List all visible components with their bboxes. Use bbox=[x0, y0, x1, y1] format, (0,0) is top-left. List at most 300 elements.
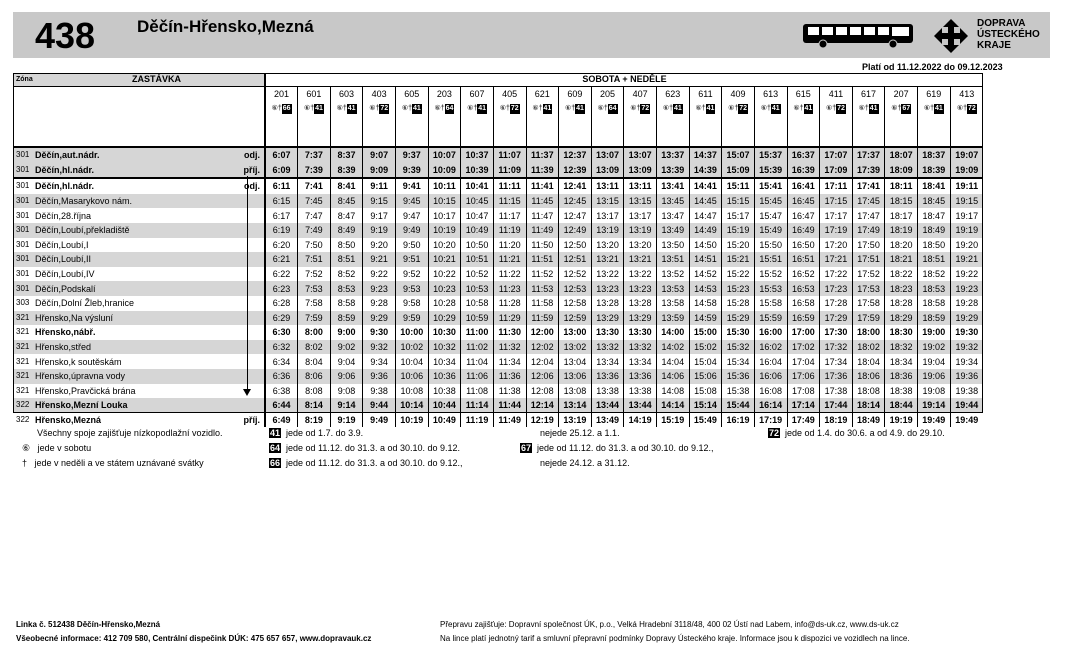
departure-time: 10:30 bbox=[428, 325, 461, 340]
departure-time: 8:08 bbox=[298, 384, 331, 399]
stop-name: Děčín,Loubí,I bbox=[35, 239, 89, 250]
departure-time: 11:36 bbox=[493, 369, 526, 384]
departure-time: 7:59 bbox=[298, 311, 331, 326]
departure-time: 17:49 bbox=[787, 413, 820, 428]
departure-time: 8:41 bbox=[330, 178, 363, 194]
departure-time: 13:29 bbox=[591, 311, 624, 326]
header-bar bbox=[13, 12, 1050, 58]
departure-time: 16:04 bbox=[754, 354, 787, 369]
departure-time: 15:39 bbox=[754, 163, 787, 179]
departure-time: 18:49 bbox=[852, 413, 885, 428]
departure-time: 7:47 bbox=[298, 208, 331, 223]
departure-time: 19:17 bbox=[950, 208, 983, 223]
departure-time: 14:37 bbox=[689, 147, 722, 163]
departure-time: 9:50 bbox=[396, 238, 429, 253]
zone-header: Zóna bbox=[13, 73, 35, 87]
code-badge: 41 bbox=[413, 105, 421, 112]
departure-time: 19:28 bbox=[950, 296, 983, 311]
departure-time: 13:44 bbox=[591, 398, 624, 413]
departure-time: 13:45 bbox=[657, 194, 690, 209]
departure-time: 13:50 bbox=[657, 238, 690, 253]
departure-time: 15:53 bbox=[754, 281, 787, 296]
departure-time: 13:08 bbox=[559, 384, 592, 399]
departure-time: 13:53 bbox=[657, 281, 690, 296]
trip-number: 411 bbox=[820, 87, 853, 102]
stop-zone: 322 bbox=[16, 414, 30, 424]
departure-time: 18:29 bbox=[885, 311, 918, 326]
departure-time: 10:15 bbox=[428, 194, 461, 209]
day-symbol: ⑥† bbox=[662, 105, 673, 112]
departure-time: 15:19 bbox=[657, 413, 690, 428]
departure-time: 13:15 bbox=[591, 194, 624, 209]
departure-time: 11:20 bbox=[493, 238, 526, 253]
departure-time: 9:06 bbox=[330, 369, 363, 384]
brand-text: DOPRAVA ÚSTECKÉHO KRAJE bbox=[977, 18, 1040, 51]
departure-time: 13:28 bbox=[624, 296, 657, 311]
departure-time: 18:06 bbox=[852, 369, 885, 384]
departure-time: 18:28 bbox=[885, 296, 918, 311]
departure-time: 17:36 bbox=[820, 369, 853, 384]
departure-time: 9:58 bbox=[396, 296, 429, 311]
code-badge: 41 bbox=[771, 105, 780, 112]
departure-time: 11:11 bbox=[493, 178, 526, 194]
departure-time: 15:51 bbox=[754, 252, 787, 267]
departure-time: 18:32 bbox=[885, 340, 918, 355]
departure-time: 13:47 bbox=[657, 208, 690, 223]
departure-time: 10:41 bbox=[461, 178, 494, 194]
departure-time: 16:02 bbox=[754, 340, 787, 355]
route-name: Děčín-Hřensko,Mezná bbox=[137, 17, 314, 36]
departure-time: 12:19 bbox=[526, 413, 559, 428]
departure-time: 16:50 bbox=[787, 238, 820, 253]
departure-time: 13:32 bbox=[624, 340, 657, 355]
departure-time: 10:17 bbox=[428, 208, 461, 223]
departure-time: 18:15 bbox=[885, 194, 918, 209]
departure-time: 15:34 bbox=[722, 354, 755, 369]
departure-time: 19:30 bbox=[950, 325, 983, 340]
departure-time: 19:32 bbox=[950, 340, 983, 355]
departure-time: 13:09 bbox=[624, 163, 657, 179]
departure-time: 17:29 bbox=[820, 311, 853, 326]
departure-time: 13:15 bbox=[624, 194, 657, 209]
departure-time: 13:11 bbox=[624, 178, 657, 194]
footer-operator: Přepravu zajišťuje: Dopravní společnost ÚK, p.o., Velká Hradební 3118/48, 400 02 Ústí nad Labem, info@ds-uk.cz, www.ds-uk.cz bbox=[440, 620, 899, 629]
departure-time: 11:04 bbox=[461, 354, 494, 369]
stop-name: Děčín,28.října bbox=[35, 210, 92, 221]
departure-time: 15:50 bbox=[754, 238, 787, 253]
trip-number: 617 bbox=[852, 87, 885, 102]
departure-time: 13:29 bbox=[624, 311, 657, 326]
departure-time: 14:50 bbox=[689, 238, 722, 253]
departure-time: 6:21 bbox=[265, 252, 298, 267]
departure-time: 19:22 bbox=[950, 267, 983, 282]
code-badge: 41 bbox=[674, 105, 682, 112]
departure-time: 17:41 bbox=[852, 178, 885, 194]
stop-name: Děčín,hl.nádr. bbox=[35, 178, 230, 194]
trip-code bbox=[298, 101, 331, 116]
day-symbol: ⑥† bbox=[564, 105, 576, 112]
departure-time: 9:36 bbox=[363, 369, 396, 384]
departure-time: 15:04 bbox=[689, 354, 722, 369]
departure-time: 17:19 bbox=[754, 413, 787, 428]
footer-general-info: Všeobecné informace: 412 709 580, Centrální dispečink DÚK: 475 657 657, www.dopravauk.cz bbox=[16, 634, 372, 643]
departure-time: 13:34 bbox=[591, 354, 624, 369]
departure-time: 13:58 bbox=[657, 296, 690, 311]
stop-mark bbox=[230, 398, 265, 413]
departure-time: 12:00 bbox=[526, 325, 559, 340]
day-symbol: ⑥† bbox=[956, 105, 967, 112]
departure-time: 11:09 bbox=[493, 163, 526, 179]
departure-time: 13:30 bbox=[624, 325, 657, 340]
departure-time: 13:49 bbox=[657, 223, 690, 238]
stop-zone: 301 bbox=[13, 281, 35, 296]
table-row bbox=[13, 354, 983, 369]
trip-number: 203 bbox=[428, 87, 461, 102]
departure-time: 13:19 bbox=[591, 223, 624, 238]
stop-name: Hřensko,střed bbox=[35, 340, 230, 355]
departure-time: 10:23 bbox=[428, 281, 461, 296]
departure-time: 15:32 bbox=[722, 340, 755, 355]
stop-mark: příj. bbox=[243, 414, 260, 425]
departure-time: 18:23 bbox=[885, 281, 918, 296]
code-badge: 41 bbox=[869, 105, 878, 112]
departure-time: 11:44 bbox=[493, 398, 526, 413]
departure-time: 11:34 bbox=[493, 354, 526, 369]
stop-zone: 301 bbox=[16, 239, 30, 249]
departure-time: 14:08 bbox=[657, 384, 690, 399]
stop-mark: odj. bbox=[230, 147, 265, 163]
departure-time: 13:36 bbox=[591, 369, 624, 384]
departure-time: 18:59 bbox=[918, 311, 951, 326]
departure-time: 11:49 bbox=[493, 413, 526, 428]
departure-time: 11:06 bbox=[461, 369, 494, 384]
departure-time: 18:00 bbox=[852, 325, 885, 340]
departure-time: 9:45 bbox=[396, 194, 429, 209]
stop-zone: 301 bbox=[16, 210, 30, 220]
code-badge: 41 bbox=[315, 105, 323, 112]
departure-time: 17:22 bbox=[820, 267, 853, 282]
departure-time: 12:53 bbox=[559, 281, 592, 296]
day-symbol: ⑥† bbox=[467, 105, 478, 112]
departure-time: 11:58 bbox=[526, 296, 559, 311]
trip-number: 405 bbox=[493, 87, 526, 102]
departure-time: 10:21 bbox=[428, 252, 461, 267]
stop-name: Hřensko,Pravčická brána bbox=[35, 385, 136, 396]
departure-time: 16:58 bbox=[787, 296, 820, 311]
trip-number: 607 bbox=[461, 87, 494, 102]
departure-time: 15:44 bbox=[722, 398, 755, 413]
code-badge: 72 bbox=[837, 105, 845, 112]
departure-time: 8:04 bbox=[298, 354, 331, 369]
stop-name: Hřensko,k soutěskám bbox=[35, 356, 122, 367]
day-symbol: ⑥† bbox=[532, 105, 543, 112]
trip-number: 205 bbox=[591, 87, 624, 102]
note-code-67: 67 jede od 11.12. do 31.3. a od 30.10. do 9.12., bbox=[521, 443, 714, 453]
departure-time: 16:08 bbox=[754, 384, 787, 399]
day-symbol: ⑥† bbox=[271, 105, 282, 112]
departure-time: 11:15 bbox=[493, 194, 526, 209]
departure-time: 13:36 bbox=[624, 369, 657, 384]
departure-time: 10:32 bbox=[428, 340, 461, 355]
departure-time: 17:20 bbox=[820, 238, 853, 253]
stop-name: Hřensko,Na výsluní bbox=[35, 311, 230, 326]
day-symbol: ⑥† bbox=[760, 105, 771, 112]
departure-time: 17:58 bbox=[852, 296, 885, 311]
departure-time: 17:38 bbox=[820, 384, 853, 399]
stop-zone: 301 bbox=[16, 269, 30, 279]
departure-time: 18:37 bbox=[918, 147, 951, 163]
departure-time: 16:39 bbox=[787, 163, 820, 179]
trip-code bbox=[885, 101, 918, 116]
departure-time: 10:36 bbox=[428, 369, 461, 384]
table-row bbox=[13, 178, 983, 194]
departure-time: 15:36 bbox=[722, 369, 755, 384]
departure-time: 19:06 bbox=[918, 369, 951, 384]
departure-time: 12:45 bbox=[559, 194, 592, 209]
period-header: SOBOTA + NEDĚLE bbox=[265, 73, 983, 87]
departure-time: 19:15 bbox=[950, 194, 983, 209]
code-badge: 41 bbox=[706, 105, 715, 112]
trip-code bbox=[363, 101, 396, 116]
departure-time: 8:50 bbox=[330, 238, 363, 253]
departure-time: 14:58 bbox=[689, 296, 722, 311]
departure-time: 18:38 bbox=[885, 384, 918, 399]
departure-time: 10:38 bbox=[428, 384, 461, 399]
stop-name: Děčín,Masarykovo nám. bbox=[35, 194, 230, 209]
departure-time: 11:53 bbox=[526, 281, 559, 296]
departure-time: 15:29 bbox=[722, 311, 755, 326]
departure-time: 6:09 bbox=[265, 163, 298, 179]
departure-time: 19:07 bbox=[950, 147, 983, 163]
departure-time: 10:08 bbox=[396, 384, 429, 399]
departure-time: 19:36 bbox=[950, 369, 983, 384]
trip-code bbox=[918, 101, 951, 116]
day-symbol: ⑥† bbox=[825, 105, 837, 112]
departure-time: 18:22 bbox=[885, 267, 918, 282]
departure-time: 13:37 bbox=[657, 147, 690, 163]
departure-time: 18:50 bbox=[918, 238, 951, 253]
table-row bbox=[13, 163, 983, 179]
trip-number: 403 bbox=[363, 87, 396, 102]
table-row bbox=[13, 267, 983, 282]
departure-time: 15:47 bbox=[754, 208, 787, 223]
stop-mark: odj. bbox=[230, 178, 265, 194]
stop-zone: 301 bbox=[13, 178, 35, 194]
table-row bbox=[13, 238, 983, 253]
departure-time: 18:45 bbox=[918, 194, 951, 209]
departure-time: 17:17 bbox=[820, 208, 853, 223]
departure-time: 15:49 bbox=[689, 413, 722, 428]
departure-time: 13:19 bbox=[559, 413, 592, 428]
departure-time: 6:49 bbox=[265, 413, 298, 428]
departure-time: 14:06 bbox=[657, 369, 690, 384]
footer-line-info: Linka č. 512438 Děčín-Hřensko,Mezná bbox=[16, 620, 161, 629]
departure-time: 18:02 bbox=[852, 340, 885, 355]
departure-time: 10:50 bbox=[461, 238, 494, 253]
trip-code bbox=[493, 101, 526, 116]
departure-time: 13:52 bbox=[657, 267, 690, 282]
departure-time: 8:00 bbox=[298, 325, 331, 340]
departure-time: 13:39 bbox=[657, 163, 690, 179]
departure-time: 18:49 bbox=[918, 223, 951, 238]
departure-time: 10:22 bbox=[428, 267, 461, 282]
departure-time: 8:52 bbox=[330, 267, 363, 282]
departure-time: 10:09 bbox=[428, 163, 461, 179]
departure-time: 9:00 bbox=[330, 325, 363, 340]
table-row bbox=[13, 340, 983, 355]
departure-time: 12:52 bbox=[559, 267, 592, 282]
stop-name: Děčín,Loubí,IV bbox=[35, 269, 95, 280]
departure-time: 18:19 bbox=[820, 413, 853, 428]
departure-time: 6:36 bbox=[265, 369, 298, 384]
trip-code bbox=[950, 101, 983, 116]
departure-time: 10:29 bbox=[428, 311, 461, 326]
trip-code bbox=[526, 101, 559, 116]
departure-time: 8:47 bbox=[330, 208, 363, 223]
trip-code bbox=[265, 101, 298, 116]
departure-time: 10:19 bbox=[428, 223, 461, 238]
day-symbol: ⑥† bbox=[336, 105, 347, 112]
code-badge: 67 bbox=[902, 105, 911, 112]
departure-time: 13:09 bbox=[591, 163, 624, 179]
departure-time: 17:45 bbox=[852, 194, 885, 209]
departure-time: 17:06 bbox=[787, 369, 820, 384]
departure-time: 16:45 bbox=[787, 194, 820, 209]
departure-time: 12:47 bbox=[559, 208, 592, 223]
departure-time: 15:49 bbox=[754, 223, 787, 238]
trip-code bbox=[852, 101, 885, 116]
departure-time: 19:00 bbox=[918, 325, 951, 340]
departure-time: 19:49 bbox=[918, 413, 951, 428]
departure-time: 19:20 bbox=[950, 238, 983, 253]
departure-time: 11:49 bbox=[526, 223, 559, 238]
day-symbol: ⑥† bbox=[793, 105, 804, 112]
trip-number: 609 bbox=[559, 87, 592, 102]
departure-time: 14:02 bbox=[657, 340, 690, 355]
note-code-72: 72 jede od 1.4. do 30.6. a od 4.9. do 29.10. bbox=[769, 428, 945, 438]
departure-time: 19:29 bbox=[950, 311, 983, 326]
stop-name: Děčín,Podskalí bbox=[35, 281, 230, 296]
departure-time: 10:11 bbox=[428, 178, 461, 194]
departure-time: 8:39 bbox=[330, 163, 363, 179]
departure-time: 13:22 bbox=[624, 267, 657, 282]
stop-zone: 301 bbox=[13, 194, 35, 209]
departure-time: 17:15 bbox=[820, 194, 853, 209]
trip-number: 611 bbox=[689, 87, 722, 102]
trip-number: 407 bbox=[624, 87, 657, 102]
trip-code bbox=[330, 101, 363, 116]
departure-time: 13:23 bbox=[591, 281, 624, 296]
table-row bbox=[13, 369, 983, 384]
departure-time: 13:20 bbox=[591, 238, 624, 253]
departure-time: 9:21 bbox=[363, 252, 396, 267]
departure-time: 11:07 bbox=[493, 147, 526, 163]
departure-time: 13:34 bbox=[624, 354, 657, 369]
stop-zone: 303 bbox=[16, 298, 30, 308]
departure-time: 12:49 bbox=[559, 223, 592, 238]
departure-time: 6:28 bbox=[265, 296, 298, 311]
departure-time: 11:30 bbox=[493, 325, 526, 340]
departure-time: 11:39 bbox=[526, 163, 559, 179]
departure-time: 9:19 bbox=[330, 413, 363, 428]
departure-time: 11:45 bbox=[526, 194, 559, 209]
departure-time: 17:09 bbox=[820, 163, 853, 179]
departure-time: 16:06 bbox=[754, 369, 787, 384]
departure-time: 10:49 bbox=[461, 223, 494, 238]
departure-time: 15:11 bbox=[722, 178, 755, 194]
departure-time: 11:38 bbox=[493, 384, 526, 399]
note-67-continued: nejede 24.12. a 31.12. bbox=[540, 458, 630, 468]
departure-time: 13:07 bbox=[591, 147, 624, 163]
departure-time: 9:52 bbox=[396, 267, 429, 282]
departure-time: 13:41 bbox=[657, 178, 690, 194]
trip-code bbox=[591, 101, 624, 116]
stop-zone: 301 bbox=[13, 223, 35, 238]
stop-zone: 322 bbox=[13, 398, 35, 413]
departure-time: 10:14 bbox=[396, 398, 429, 413]
validity-text: Platí od 11.12.2022 do 09.12.2023 bbox=[862, 62, 1003, 72]
departure-time: 17:04 bbox=[787, 354, 820, 369]
stop-zone: 321 bbox=[13, 340, 35, 355]
departure-time: 7:45 bbox=[298, 194, 331, 209]
trip-code bbox=[820, 101, 853, 116]
day-symbol: ⑥† bbox=[597, 105, 608, 112]
departure-time: 15:52 bbox=[754, 267, 787, 282]
departure-time: 15:19 bbox=[722, 223, 755, 238]
departure-time: 13:51 bbox=[657, 252, 690, 267]
departure-time: 9:28 bbox=[363, 296, 396, 311]
trip-code bbox=[428, 101, 461, 116]
trip-code bbox=[461, 101, 494, 116]
departure-time: 11:28 bbox=[493, 296, 526, 311]
departure-time: 9:04 bbox=[330, 354, 363, 369]
departure-time: 10:53 bbox=[461, 281, 494, 296]
departure-time: 17:14 bbox=[787, 398, 820, 413]
departure-time: 19:23 bbox=[950, 281, 983, 296]
departure-time: 14:53 bbox=[689, 281, 722, 296]
departure-time: 18:53 bbox=[918, 281, 951, 296]
departure-time: 12:58 bbox=[559, 296, 592, 311]
stop-name: Děčín,Loubí,II bbox=[35, 252, 230, 267]
departure-time: 8:58 bbox=[330, 296, 363, 311]
departure-time: 10:47 bbox=[461, 208, 494, 223]
departure-time: 9:38 bbox=[363, 384, 396, 399]
code-badge: 72 bbox=[739, 105, 748, 112]
departure-time: 6:20 bbox=[265, 238, 298, 253]
departure-time: 17:11 bbox=[820, 178, 853, 194]
departure-time: 17:34 bbox=[820, 354, 853, 369]
departure-time: 10:59 bbox=[461, 311, 494, 326]
departure-time: 18:04 bbox=[852, 354, 885, 369]
departure-time: 9:32 bbox=[363, 340, 396, 355]
departure-time: 9:08 bbox=[330, 384, 363, 399]
day-symbol: ⑥† bbox=[695, 105, 706, 112]
departure-time: 18:20 bbox=[885, 238, 918, 253]
departure-time: 6:34 bbox=[265, 354, 298, 369]
departure-time: 11:17 bbox=[493, 208, 526, 223]
departure-time: 6:44 bbox=[265, 398, 298, 413]
departure-time: 8:06 bbox=[298, 369, 331, 384]
departure-time: 18:30 bbox=[885, 325, 918, 340]
note-saturday: ⑥ jede v sobotu bbox=[22, 443, 92, 453]
departure-time: 10:02 bbox=[396, 340, 429, 355]
departure-time: 12:41 bbox=[559, 178, 592, 194]
departure-time: 13:49 bbox=[591, 413, 624, 428]
departure-time: 15:59 bbox=[754, 311, 787, 326]
trip-number: 207 bbox=[885, 87, 918, 102]
code-badge: 41 bbox=[935, 105, 943, 112]
departure-time: 6:22 bbox=[265, 267, 298, 282]
